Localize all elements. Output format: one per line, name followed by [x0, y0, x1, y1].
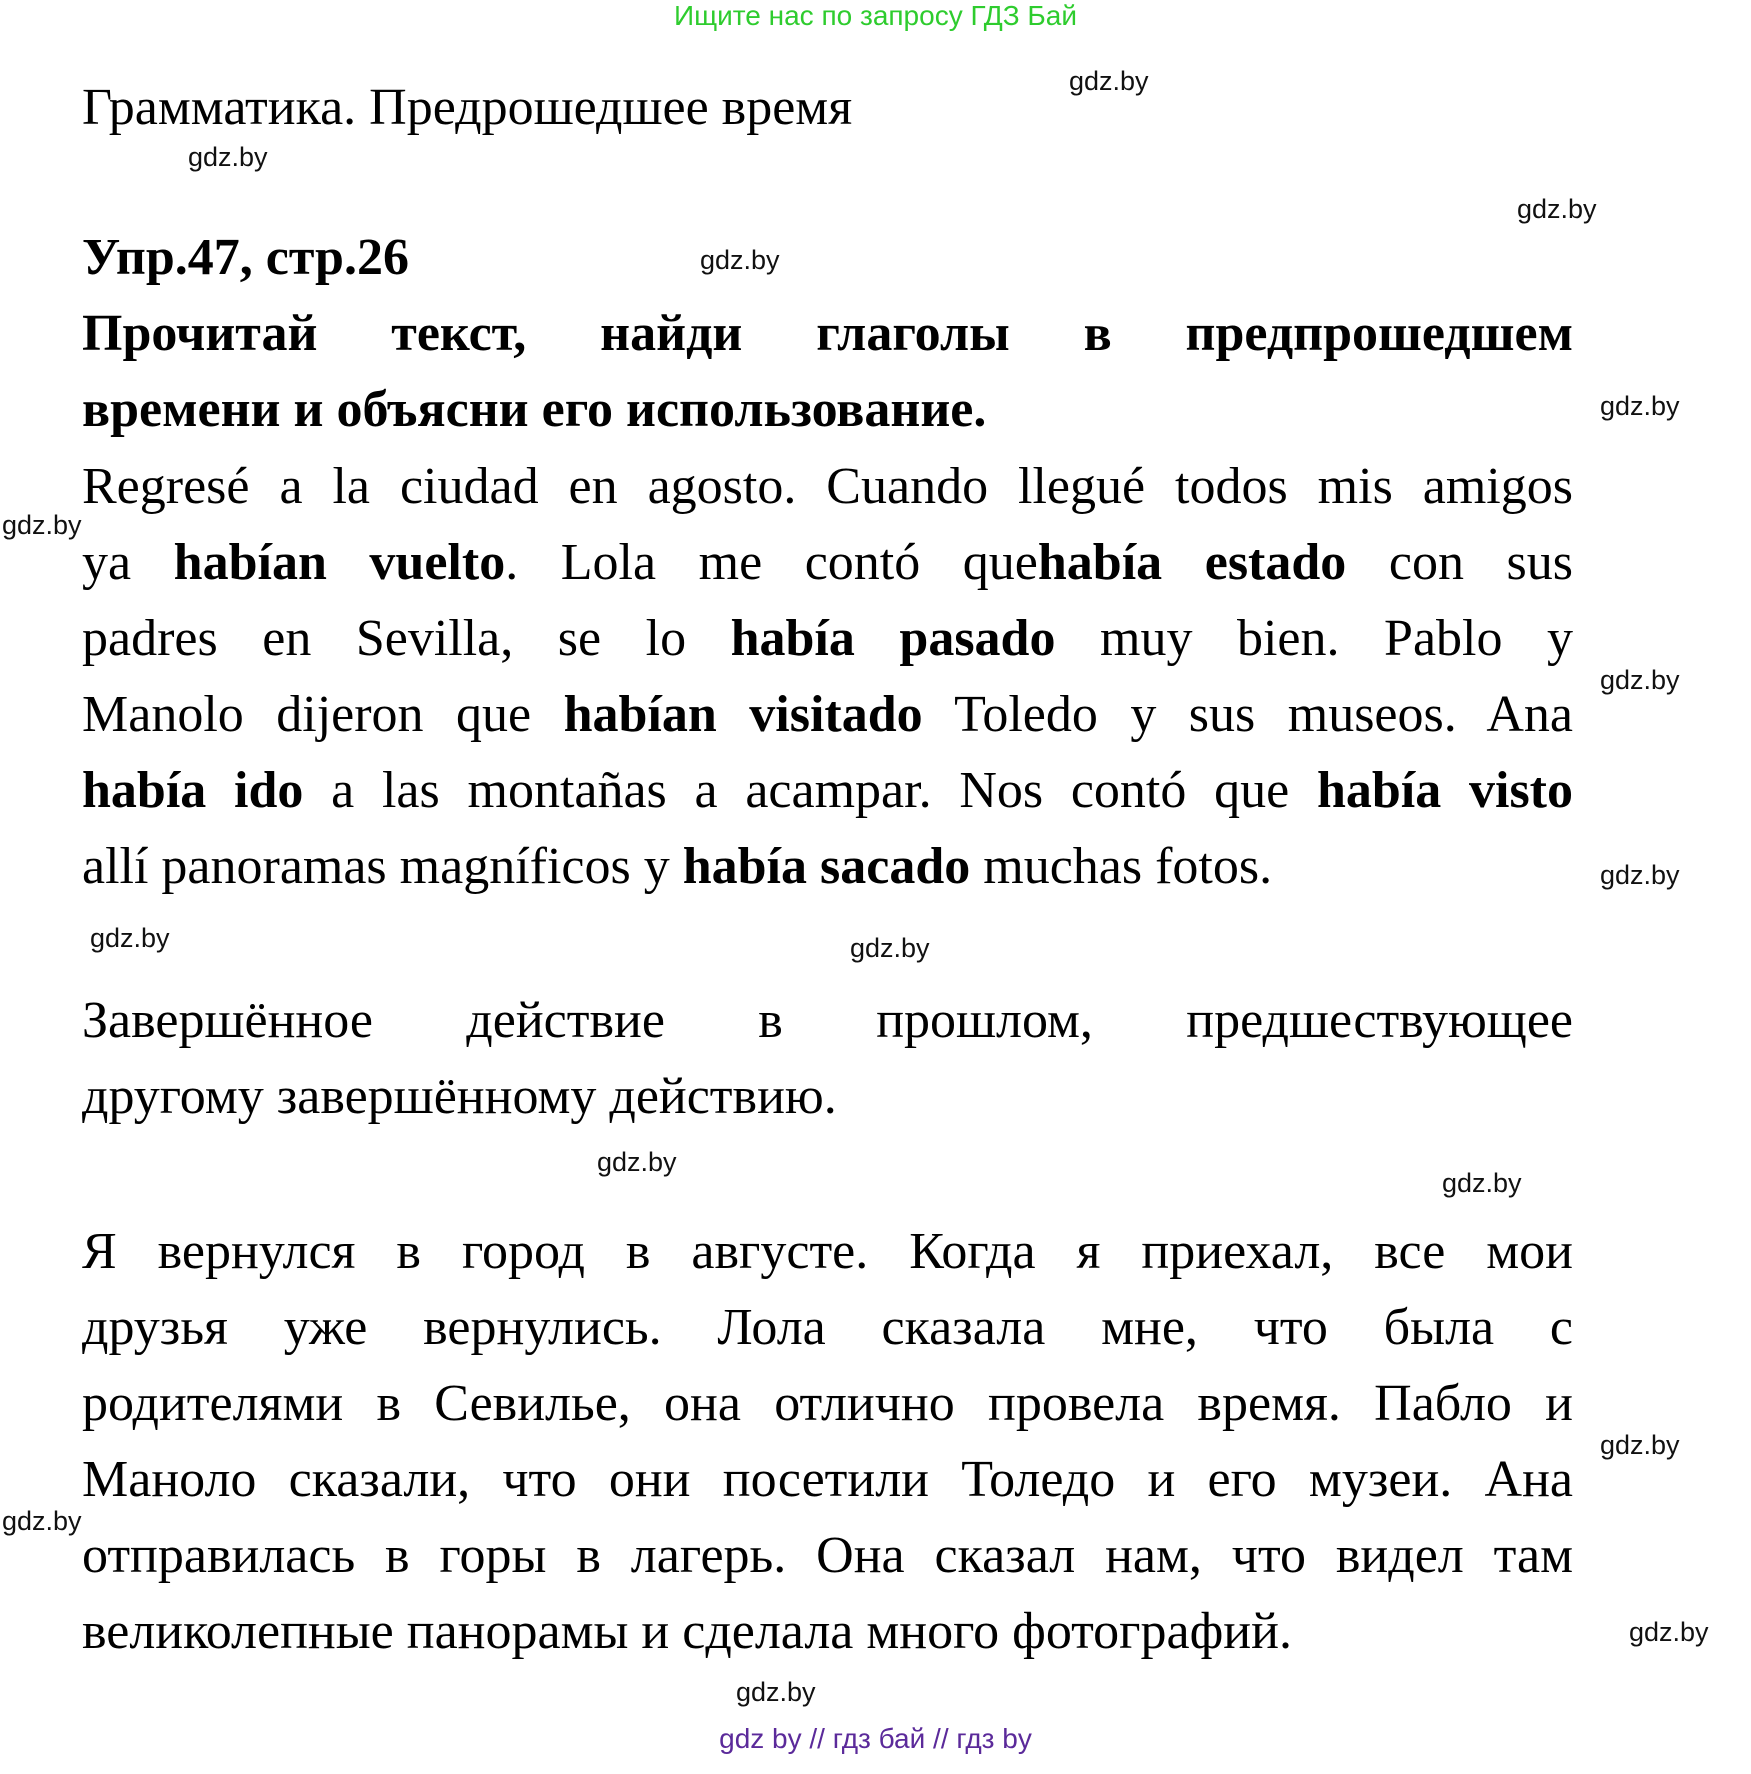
highlighted-verb: había estado [1037, 534, 1347, 591]
highlighted-verb: habían visitado [563, 686, 923, 743]
watermark: gdz.by [2, 510, 82, 540]
watermark: gdz.by [188, 142, 268, 172]
watermark: gdz.by [1442, 1168, 1522, 1198]
text-line [82, 1442, 1573, 1518]
watermark: gdz.by [1629, 1617, 1709, 1647]
section-title: Грамматика. Предрошедшее время [82, 79, 853, 136]
text-line [82, 601, 1573, 677]
text-line [82, 372, 986, 448]
instruction [82, 296, 1573, 448]
spanish-text [82, 449, 1573, 905]
text-segment: ya [82, 534, 174, 591]
highlighted-verb: había ido [82, 762, 304, 819]
text-line [82, 1290, 1573, 1366]
text-segment: a las montañas a acampar. Nos contó que [303, 762, 1317, 819]
text-segment: великолепные панорамы и сделала много фотографий. [82, 1603, 1292, 1660]
search-banner[interactable]: Ищите нас по запросу ГДЗ Бай [673, 0, 1078, 31]
watermark: gdz.by [1600, 1430, 1680, 1460]
text-segment: allí panoramas magníficos y [82, 838, 683, 895]
text-segment: другому завершённому действию. [82, 1068, 837, 1125]
text-line [82, 1366, 1573, 1442]
text-line [82, 449, 1573, 525]
text-line [82, 1214, 1573, 1290]
highlighted-verb: Прочитай текст, найди глаголы в предпрошедшем [82, 305, 1573, 362]
text-line [82, 1059, 837, 1135]
text-segment: родителями в Севилье, она отлично провела время. Пабло и [82, 1375, 1573, 1432]
watermark: gdz.by [700, 245, 780, 275]
text-segment: padres en Sevilla, se lo [82, 610, 731, 667]
watermark: gdz.by [2, 1506, 82, 1536]
exercise-heading: Упр.47, стр.26 [82, 229, 409, 286]
text-segment: Manolo dijeron que [82, 686, 564, 743]
text-line [82, 1518, 1573, 1594]
text-segment: Я вернулся в город в августе. Когда я приехал, все мои [82, 1223, 1573, 1280]
translation [82, 1214, 1573, 1670]
text-segment: Regresé a la ciudad en agosto. Cuando llegué todos mis amigos [82, 458, 1573, 515]
highlighted-verb: había sacado [682, 838, 971, 895]
text-segment: Завершённое действие в прошлом, предшествующее [82, 992, 1573, 1049]
text-segment: отправилась в горы в лагерь. Она сказал нам, что видел там [82, 1527, 1573, 1584]
text-segment: друзья уже вернулись. Лола сказала мне, что была с [82, 1299, 1573, 1356]
highlighted-verb: habían vuelto [173, 534, 506, 591]
watermark: gdz.by [736, 1677, 816, 1707]
text-line [82, 296, 1573, 372]
watermark: gdz.by [1600, 860, 1680, 890]
text-segment: muy bien. Pablo y [1055, 610, 1573, 667]
watermark: gdz.by [90, 923, 170, 953]
watermark: gdz.by [1517, 194, 1597, 224]
watermark: gdz.by [1600, 665, 1680, 695]
highlighted-verb: времени и объясни его использование. [82, 381, 987, 438]
text-segment: . Lola me contó que [505, 534, 1038, 591]
text-line [82, 983, 1573, 1059]
explanation [82, 983, 1573, 1135]
watermark: gdz.by [1600, 391, 1680, 421]
text-line [82, 829, 1272, 905]
watermark: gdz.by [1069, 66, 1149, 96]
text-line [82, 1594, 1292, 1670]
text-segment: muchas fotos. [970, 838, 1273, 895]
text-line [82, 753, 1573, 829]
highlighted-verb: había pasado [730, 610, 1056, 667]
text-segment: Toledo y sus museos. Ana [922, 686, 1573, 743]
text-segment: con sus [1346, 534, 1573, 591]
watermark: gdz.by [850, 933, 930, 963]
watermark: gdz.by [597, 1147, 677, 1177]
footer-links[interactable]: gdz by // гдз бай // гдз by [719, 1723, 1032, 1754]
text-line [82, 677, 1573, 753]
text-line [82, 525, 1573, 601]
highlighted-verb: había visto [1316, 762, 1574, 819]
text-segment: Маноло сказали, что они посетили Толедо и его музеи. Ана [82, 1451, 1573, 1508]
